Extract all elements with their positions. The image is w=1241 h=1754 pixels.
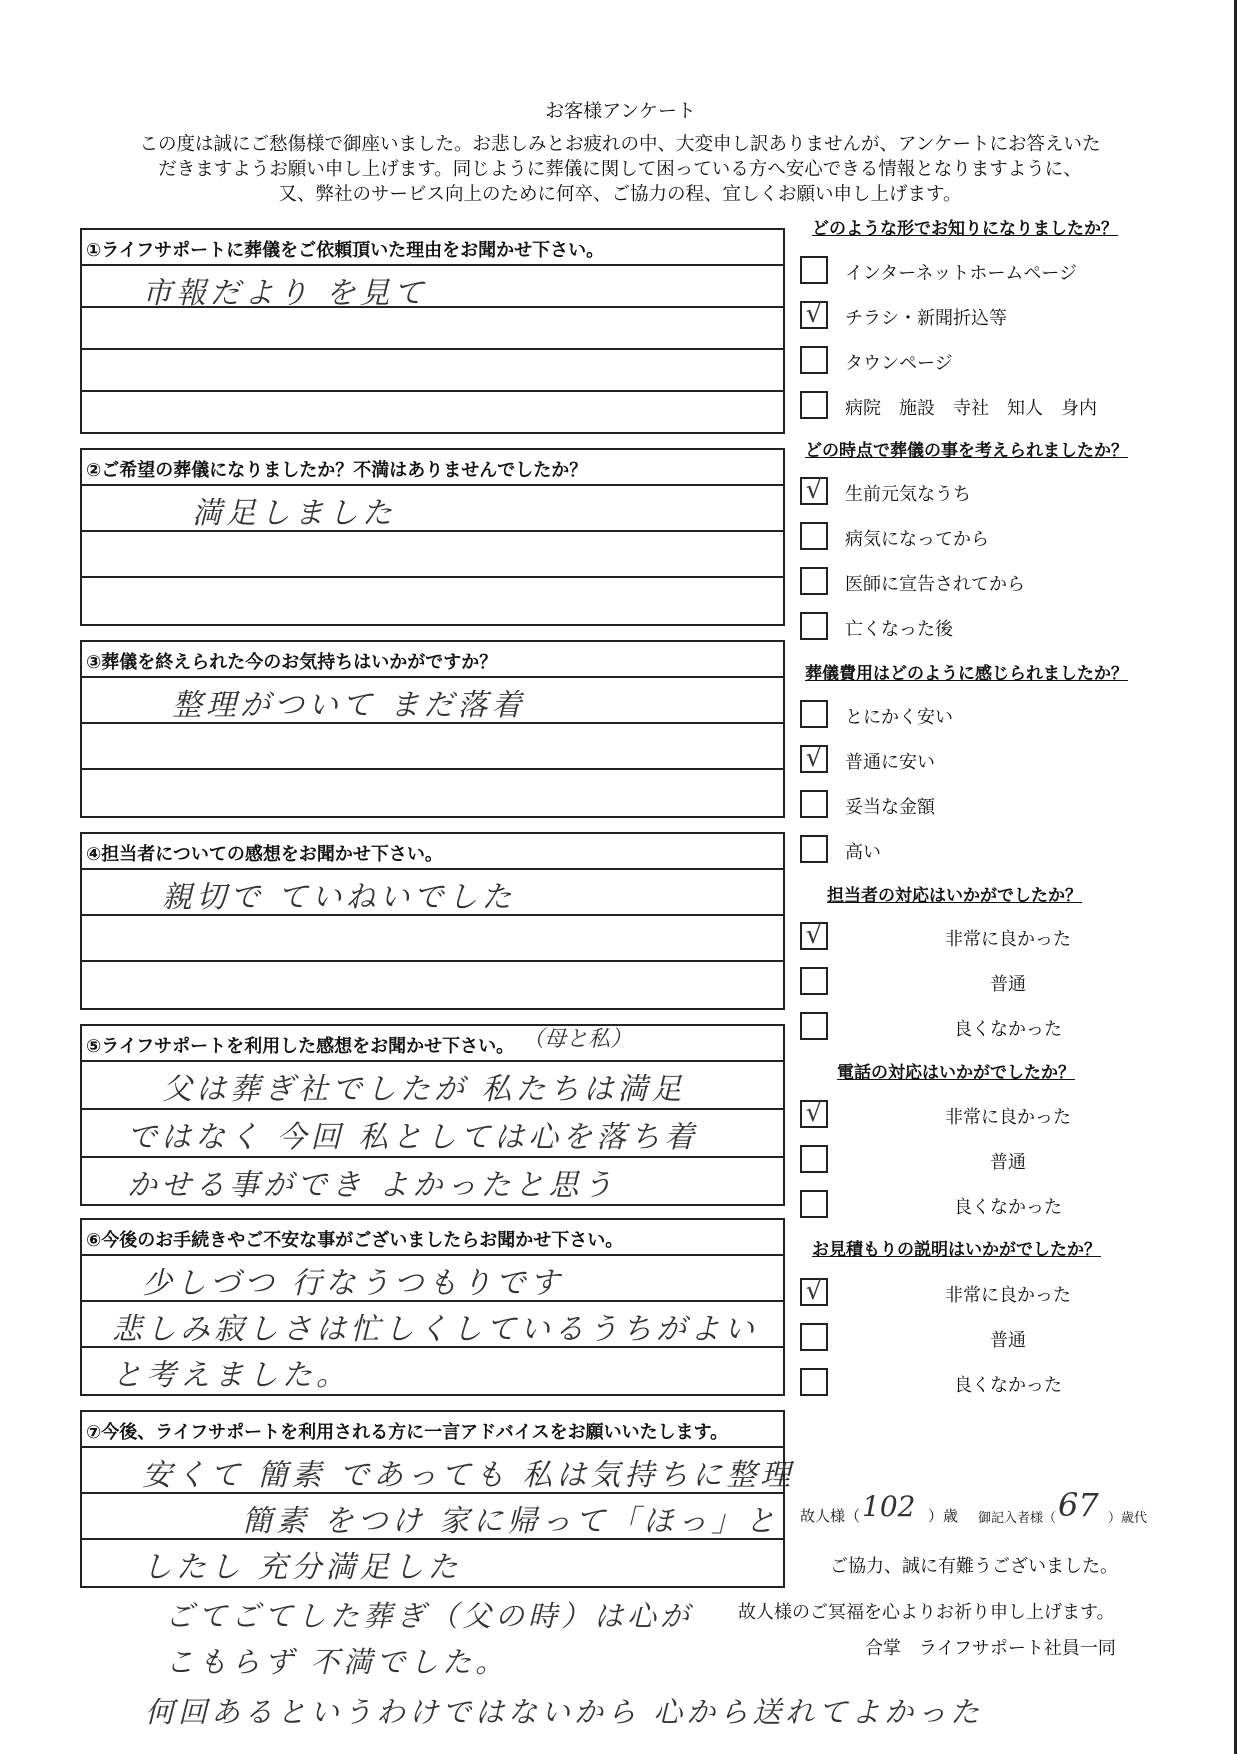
handwritten-footnote-2: こもらず 不満でした。 — [165, 1645, 509, 1679]
checkbox[interactable] — [800, 567, 828, 595]
checkbox-option[interactable] — [800, 922, 1200, 952]
answer-line[interactable] — [82, 724, 783, 770]
checkbox-option[interactable] — [800, 1323, 1200, 1353]
writer-age-value[interactable]: 67 — [1058, 1486, 1099, 1524]
question-1-box — [80, 228, 785, 434]
checkbox-option-label: 良くなかった — [954, 1019, 1062, 1040]
checkbox-option[interactable] — [800, 256, 1200, 286]
checkbox-option[interactable] — [800, 1190, 1200, 1220]
handwritten-answer: 少しづつ 行なうつもりです — [142, 1266, 564, 1301]
checkbox-option[interactable] — [800, 522, 1200, 552]
answer-line[interactable] — [82, 1302, 783, 1348]
checkbox-option[interactable] — [800, 835, 1200, 865]
checkbox[interactable] — [800, 1012, 828, 1040]
answer-line[interactable] — [82, 266, 783, 311]
deceased-age-label: 故人様（ — [800, 1507, 861, 1525]
handwritten-answer: 悲しみ寂しさは忙しくしているうちがよい — [112, 1312, 758, 1347]
writer-age-suffix: ）歳代 — [1108, 1511, 1148, 1526]
handwritten-answer: 安くて 簡素 であっても 私は気持ちに整理 — [142, 1458, 795, 1493]
handwritten-footnote-1: ごてごてした葬ぎ（父の時）は心が — [165, 1599, 694, 1633]
handwritten-answer: 親切で ていねいでした — [162, 880, 516, 915]
checkbox-option-label: 病気になってから — [845, 529, 989, 550]
checkbox-option-label: 生前元気なうち — [845, 484, 971, 505]
checkbox-option-label: 良くなかった — [954, 1197, 1062, 1218]
answer-line[interactable] — [82, 350, 783, 392]
checkbox-option[interactable] — [800, 700, 1200, 730]
answer-line[interactable] — [82, 870, 783, 916]
question-1-label: ①ライフサポートに葬儀をご依頼頂いた理由をお聞かせ下さい。 — [82, 230, 783, 266]
checkbox-option-label: 普通 — [990, 974, 1026, 995]
answer-line[interactable] — [82, 678, 783, 724]
checkbox-option-label: タウンページ — [845, 353, 953, 374]
checkbox-option-label: インターネットホームページ — [845, 263, 1078, 284]
sidebar-section-title: 担当者の対応はいかがでしたか？ — [827, 886, 1082, 906]
deceased-age-value[interactable]: 102 — [862, 1490, 916, 1523]
checkbox-option[interactable] — [800, 301, 1200, 331]
checkbox-option[interactable] — [800, 612, 1200, 642]
handwritten-answer: 市報だより を見て — [142, 276, 428, 311]
checkbox[interactable] — [800, 1323, 828, 1351]
handwritten-answer: 整理がついて まだ落着 — [172, 688, 526, 723]
checkbox-checked[interactable]: √ — [800, 1278, 828, 1306]
checkbox-option-label: 亡くなった後 — [845, 619, 953, 640]
question-2-label: ②ご希望の葬儀になりましたか？不満はありませんでしたか？ — [82, 450, 783, 486]
answer-line[interactable] — [82, 1540, 783, 1584]
checkbox-option[interactable] — [800, 967, 1200, 997]
checkbox-option-label: 高い — [845, 842, 881, 863]
checkbox-option-label: 医師に宣告されてから — [845, 574, 1025, 595]
checkbox-option[interactable] — [800, 1278, 1200, 1308]
question-3-label: ③葬儀を終えられた今のお気持ちはいかがですか？ — [82, 642, 783, 678]
checkbox-option-label: 非常に良かった — [945, 1285, 1071, 1306]
checkbox-option[interactable] — [800, 477, 1200, 507]
checkbox[interactable] — [800, 700, 828, 728]
checkbox-option[interactable] — [800, 745, 1200, 775]
closing-thanks: ご協力、誠に有難うございました。 — [830, 1556, 1118, 1577]
checkbox-option[interactable] — [800, 391, 1200, 421]
checkbox[interactable] — [800, 1368, 828, 1396]
deceased-age-suffix: ）歳 — [928, 1507, 959, 1525]
checkbox[interactable] — [800, 790, 828, 818]
answer-line[interactable] — [82, 1256, 783, 1302]
checkbox[interactable] — [800, 346, 828, 374]
question-6-box — [80, 1218, 785, 1396]
question-5-box — [80, 1024, 785, 1206]
checkbox-option[interactable] — [800, 1012, 1200, 1042]
closing-signature: 合掌 ライフサポート社員一同 — [865, 1638, 1116, 1659]
handwritten-answer: 父は葬ぎ社でしたが 私たちは満足 — [162, 1072, 686, 1107]
checkbox-option-label: 良くなかった — [954, 1375, 1062, 1396]
handwritten-footnote-3: 何回あるというわけではないから 心から送れてよかった — [145, 1695, 984, 1729]
question-7-box — [80, 1410, 795, 1588]
answer-line[interactable] — [82, 486, 783, 532]
answer-line[interactable] — [82, 532, 783, 578]
checkbox[interactable] — [800, 1145, 828, 1173]
checkbox-option[interactable] — [800, 346, 1200, 376]
answer-line[interactable] — [82, 770, 783, 814]
answer-line[interactable] — [82, 962, 783, 1006]
checkbox-checked[interactable]: √ — [800, 477, 828, 505]
answer-line[interactable] — [82, 1348, 783, 1392]
checkbox-option[interactable] — [800, 790, 1200, 820]
sidebar-section-title: 葬儀費用はどのように感じられましたか？ — [805, 664, 1128, 684]
checkbox-option-label: 普通に安い — [845, 752, 935, 773]
sidebar-section-title: どのような形でお知りになりましたか？ — [812, 219, 1118, 239]
answer-line[interactable] — [82, 308, 783, 350]
handwritten-answer: したし 充分満足した — [142, 1550, 462, 1585]
checkbox-option-label: とにかく安い — [845, 707, 953, 728]
checkbox-option-label: 妥当な金額 — [845, 797, 935, 818]
checkbox-checked[interactable]: √ — [800, 745, 828, 773]
checkbox-checked[interactable]: √ — [800, 922, 828, 950]
checkbox-option-label: 病院 施設 寺社 知人 身内 — [845, 398, 1097, 419]
answer-line[interactable] — [82, 1110, 783, 1158]
handwritten-answer: かせる事ができ よかったと思う — [127, 1168, 617, 1203]
checkbox[interactable] — [800, 522, 828, 550]
checkbox-option-label: 非常に良かった — [945, 1107, 1071, 1128]
question-2-box — [80, 448, 785, 626]
handwritten-answer: 簡素 をつけ 家に帰って「ほっ」と — [242, 1504, 780, 1539]
answer-line[interactable] — [82, 1062, 783, 1110]
answer-line[interactable] — [82, 392, 783, 432]
handwritten-answer: ではなく 今回 私としては心を落ち着 — [127, 1120, 699, 1155]
question-4-box — [80, 832, 785, 1010]
checkbox-option[interactable] — [800, 567, 1200, 597]
sidebar-section-title: 電話の対応はいかがでしたか？ — [837, 1063, 1075, 1083]
answer-line[interactable] — [82, 1494, 783, 1540]
checkbox[interactable] — [800, 967, 828, 995]
checkbox-option[interactable] — [800, 1100, 1200, 1130]
checkbox[interactable] — [800, 835, 828, 863]
page-edge-line — [1234, 0, 1237, 1754]
answer-line[interactable] — [82, 578, 783, 622]
question-4-label: ④担当者についての感想をお聞かせ下さい。 — [82, 834, 783, 870]
question-7-label: ⑦今後、ライフサポートを利用される方に一言アドバイスをお願いいたします。 — [82, 1412, 783, 1448]
handwritten-note: （母と私） — [522, 1027, 633, 1052]
intro-line-2: だきますようお願い申し上げます。同じように葬儀に関して困っている方へ安心できる情報となりますように、 — [158, 159, 1082, 180]
checkbox[interactable] — [800, 256, 828, 284]
intro-line-3: 又、弊社のサービス向上のために何卒、ご協力の程、宜しくお願い申し上げます。 — [278, 184, 962, 205]
checkbox-option-label: 普通 — [990, 1330, 1026, 1351]
sidebar-section-title: どの時点で葬儀の事を考えられましたか？ — [805, 441, 1128, 461]
question-6-label: ⑥今後のお手続きやご不安な事がございましたらお聞かせ下さい。 — [82, 1220, 783, 1256]
writer-age-label: 御記入者様（ — [978, 1511, 1057, 1526]
checkbox-checked[interactable]: √ — [800, 301, 828, 329]
checkbox-option-label: 非常に良かった — [945, 929, 1071, 950]
question-5-label — [82, 1026, 783, 1062]
checkbox-option[interactable] — [800, 1145, 1200, 1175]
handwritten-answer: と考えました。 — [112, 1358, 350, 1393]
checkbox[interactable] — [800, 391, 828, 419]
checkbox-option[interactable] — [800, 1368, 1200, 1398]
sidebar-section-title: お見積もりの説明はいかがでしたか？ — [812, 1240, 1101, 1260]
question-3-box — [80, 640, 785, 818]
checkbox[interactable] — [800, 1190, 828, 1218]
checkbox[interactable] — [800, 612, 828, 640]
checkbox-option-label: チラシ・新聞折込等 — [845, 308, 1007, 329]
survey-title: お客様アンケート — [545, 100, 696, 122]
intro-line-1: この度は誠にご愁傷様で御座いました。お悲しみとお疲れの中、大変申し訳ありませんが、アンケートにお答えいた — [139, 134, 1101, 155]
handwritten-answer: 満足しました — [192, 496, 396, 531]
checkbox-option-label: 普通 — [990, 1152, 1026, 1173]
closing-prayer: 故人様のご冥福を心よりお祈り申し上げます。 — [738, 1602, 1115, 1623]
answer-line[interactable] — [82, 1448, 795, 1494]
answer-line[interactable] — [82, 916, 783, 962]
checkbox-checked[interactable]: √ — [800, 1100, 828, 1128]
question-5-text: ⑤ライフサポートを利用した感想をお聞かせ下さい。 — [86, 1036, 515, 1057]
answer-line[interactable] — [82, 1158, 783, 1204]
